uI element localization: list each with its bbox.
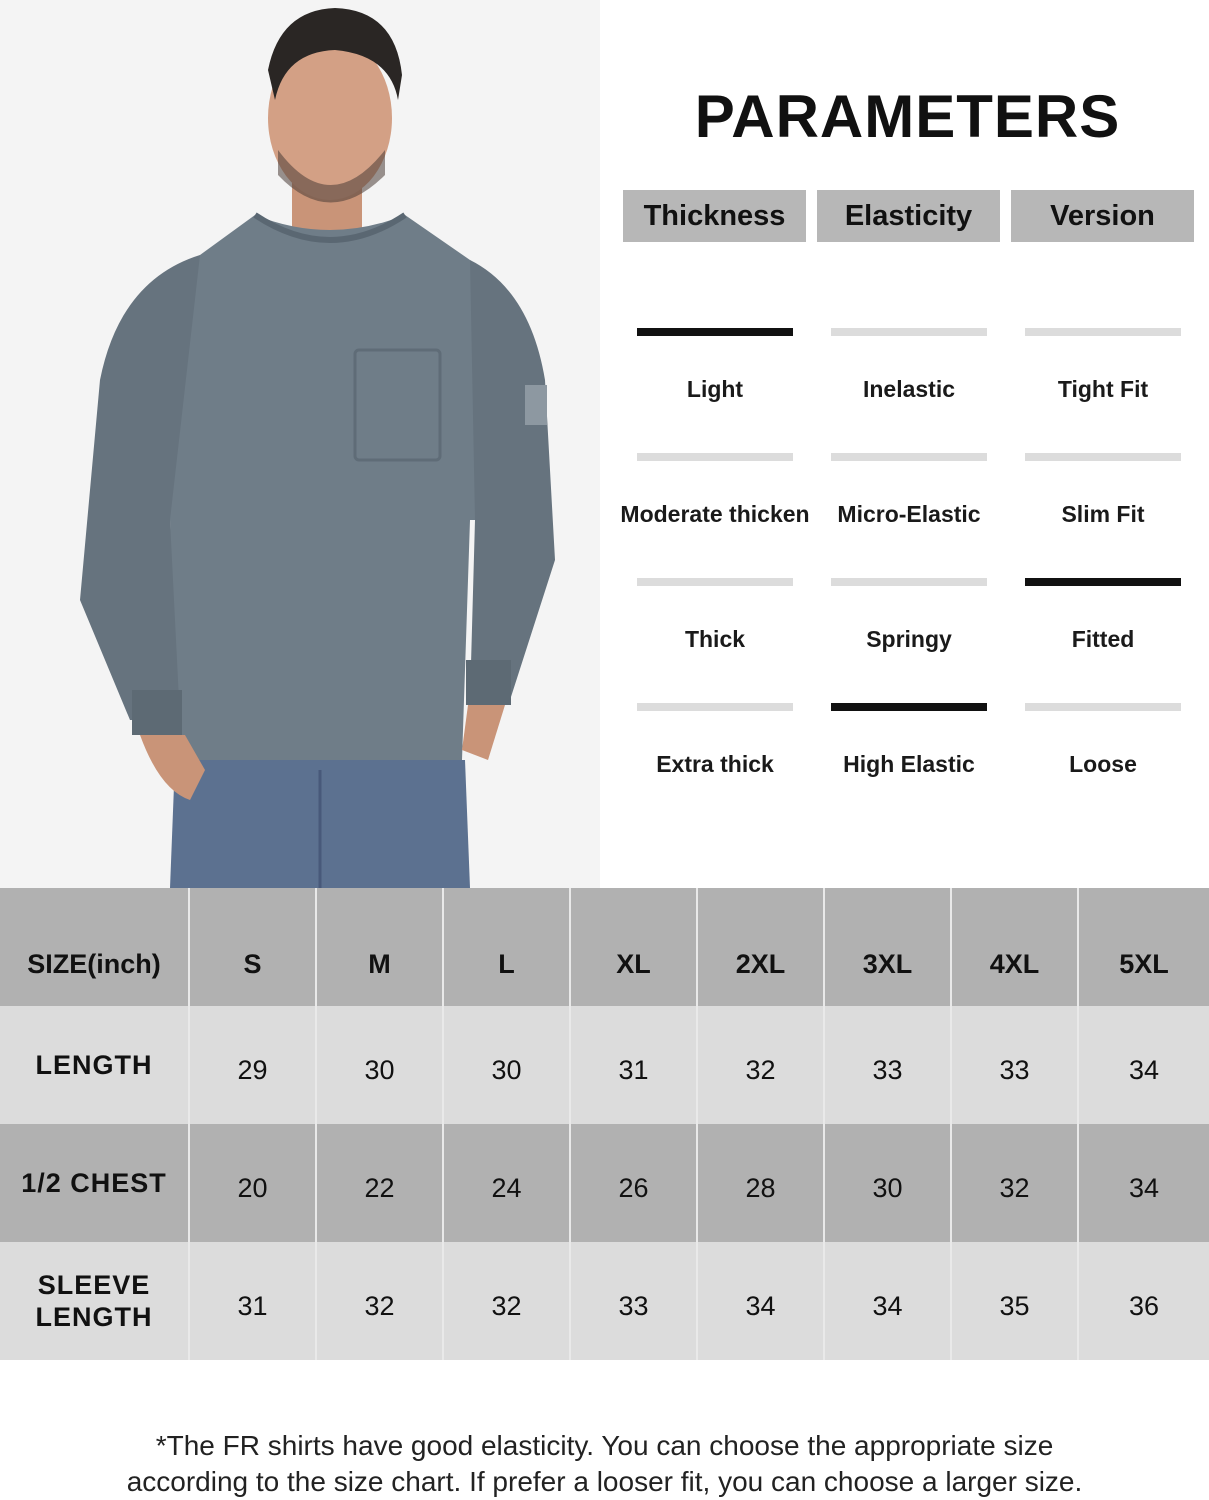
level-bar — [1025, 703, 1181, 711]
thickness-scale — [620, 290, 810, 790]
table-cell: 32 — [316, 1242, 443, 1360]
level-label: Extra thick — [656, 751, 774, 777]
table-row-length — [0, 1006, 1209, 1124]
table-cell: 26 — [570, 1124, 697, 1242]
table-cell: 30 — [443, 1006, 570, 1124]
size-column-header: L — [443, 888, 570, 1006]
elasticity-level — [814, 540, 1004, 665]
level-label: Inelastic — [862, 376, 956, 402]
table-cell: 34 — [1128, 1054, 1160, 1085]
row-label — [0, 1242, 189, 1360]
table-cell: 24 — [443, 1124, 570, 1242]
table-cell: 32 — [443, 1242, 570, 1360]
elasticity-level — [814, 415, 1004, 540]
thickness-level — [620, 290, 810, 415]
thickness-level — [620, 415, 810, 540]
fit-note-line: *The FR shirts have good elasticity. You can choose the appropriate size — [155, 1430, 1054, 1461]
size-column-header: 5XL — [1119, 948, 1169, 979]
table-cell: 28 — [697, 1124, 824, 1242]
thickness-header: Thickness — [623, 190, 806, 242]
size-column-header: 3XL — [824, 888, 951, 1006]
size-corner-label: SIZE(inch) — [0, 888, 189, 1006]
table-cell: 31 — [189, 1242, 316, 1360]
thickness-level — [620, 665, 810, 790]
version-header: Version — [1011, 190, 1194, 242]
elasticity-level — [814, 665, 1004, 790]
table-row-chest — [0, 1124, 1209, 1242]
level-bar — [831, 703, 987, 711]
level-label: Fitted — [1071, 626, 1135, 652]
row-label-line: LENGTH — [35, 1302, 153, 1332]
level-label: Springy — [866, 626, 952, 652]
table-cell: 32 — [951, 1124, 1078, 1242]
table-cell: 22 — [316, 1124, 443, 1242]
version-scale — [1008, 290, 1198, 790]
elasticity-header: Elasticity — [817, 190, 1000, 242]
level-label: Loose — [1069, 751, 1137, 777]
version-level — [1008, 540, 1198, 665]
fit-note — [0, 1428, 1209, 1500]
table-row-sleeve — [0, 1242, 1209, 1360]
table-cell: 33 — [824, 1006, 951, 1124]
level-label: Slim Fit — [1061, 501, 1145, 527]
level-label: Moderate thicken — [620, 501, 810, 527]
size-column-header: XL — [570, 888, 697, 1006]
table-cell: 33 — [951, 1006, 1078, 1124]
version-level — [1008, 290, 1198, 415]
table-cell: 29 — [189, 1006, 316, 1124]
level-label: Tight Fit — [1057, 376, 1149, 402]
level-bar — [1025, 578, 1181, 586]
table-cell: 20 — [189, 1124, 316, 1242]
level-bar — [1025, 453, 1181, 461]
size-column-header: 4XL — [951, 888, 1078, 1006]
row-label-line: LENGTH — [35, 1050, 153, 1080]
row-label-line: 1/2 CHEST — [21, 1168, 167, 1198]
level-bar — [637, 328, 793, 336]
level-bar — [637, 453, 793, 461]
level-bar — [831, 578, 987, 586]
table-cell: 36 — [1128, 1290, 1160, 1321]
level-label: Thick — [684, 626, 746, 652]
size-header-row — [0, 888, 1209, 1006]
level-bar — [637, 578, 793, 586]
version-level — [1008, 415, 1198, 540]
table-cell: 30 — [316, 1006, 443, 1124]
level-label: Micro-Elastic — [837, 501, 981, 527]
table-cell: 33 — [570, 1242, 697, 1360]
row-label-line: SLEEVE — [37, 1270, 151, 1300]
table-cell: 35 — [951, 1242, 1078, 1360]
fit-note-line: according to the size chart. If prefer a looser fit, you can choose a larger size. — [126, 1466, 1083, 1497]
level-label: Light — [686, 376, 744, 402]
model-illustration — [0, 0, 600, 888]
table-cell: 31 — [570, 1006, 697, 1124]
level-bar — [1025, 328, 1181, 336]
size-column-header: S — [189, 888, 316, 1006]
level-bar — [831, 328, 987, 336]
level-label: High Elastic — [843, 751, 975, 777]
size-column-header: M — [316, 888, 443, 1006]
table-cell: 34 — [697, 1242, 824, 1360]
table-cell: 30 — [824, 1124, 951, 1242]
size-column-header: 2XL — [697, 888, 824, 1006]
elasticity-scale — [814, 290, 1004, 790]
table-cell: 32 — [697, 1006, 824, 1124]
size-chart-table — [0, 888, 1209, 1360]
table-cell: 34 — [824, 1242, 951, 1360]
level-bar — [637, 703, 793, 711]
thickness-level — [620, 540, 810, 665]
table-cell: 34 — [1128, 1172, 1160, 1203]
parameters-title: PARAMETERS — [694, 83, 1121, 150]
row-label — [0, 1006, 189, 1124]
row-label — [0, 1124, 189, 1242]
version-level — [1008, 665, 1198, 790]
elasticity-level — [814, 290, 1004, 415]
level-bar — [831, 453, 987, 461]
model-photo — [0, 0, 600, 888]
